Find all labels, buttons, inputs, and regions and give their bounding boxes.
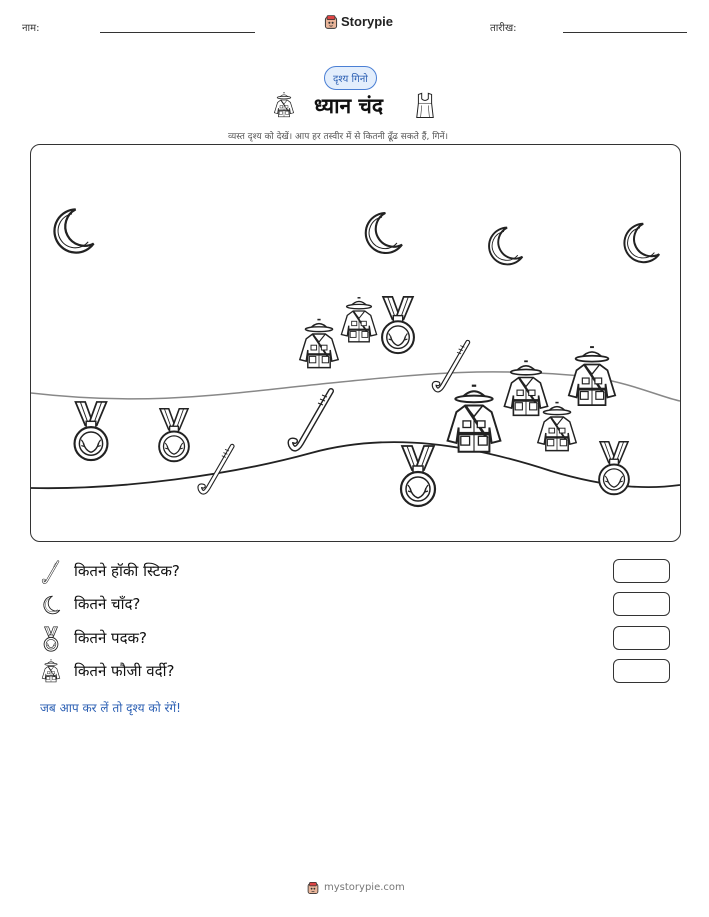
brand-name: Storypie <box>341 14 394 29</box>
hockey-stick-icon <box>291 391 332 449</box>
moon-icon <box>624 224 659 262</box>
scene-illustration <box>31 145 680 541</box>
military-uniform-icon <box>569 347 615 405</box>
answer-box-moons[interactable] <box>613 592 670 616</box>
medal-icon <box>599 442 629 495</box>
date-label: तारीख: <box>490 23 517 34</box>
moon-icon <box>54 209 93 252</box>
military-uniform-icon <box>40 659 62 685</box>
question-row-moons <box>40 591 670 619</box>
question-text: कितने पदक? <box>74 629 148 647</box>
question-row-uniforms <box>40 658 670 686</box>
military-uniform-icon <box>504 361 547 415</box>
medal-icon <box>159 409 189 462</box>
foreground-hill-line <box>31 442 680 488</box>
footer <box>306 880 416 898</box>
storypie-logo-icon <box>306 881 320 895</box>
footer-site[interactable]: mystorypie.com <box>324 882 405 893</box>
military-uniform-icon <box>538 403 576 451</box>
hockey-stick-icon <box>40 560 62 586</box>
medal-icon <box>401 446 435 506</box>
medal-icon <box>42 626 60 652</box>
moon-icon <box>40 593 62 617</box>
question-text: कितने फौजी वर्दी? <box>74 662 175 680</box>
question-text: कितने हॉकी स्टिक? <box>74 562 180 580</box>
storypie-logo-icon <box>323 14 339 30</box>
moon-icon <box>489 228 522 265</box>
question-text: कितने चाँद? <box>74 595 141 613</box>
medal-icon <box>382 297 414 353</box>
military-uniform-icon <box>300 320 338 368</box>
name-field-line[interactable] <box>100 32 255 33</box>
brand-logo <box>323 13 413 35</box>
military-uniform-icon <box>448 386 501 452</box>
coloring-note: जब आप कर लें तो दृश्य को रंगें! <box>40 701 181 715</box>
answer-box-hockey-sticks[interactable] <box>613 559 670 583</box>
instructions: व्यस्त दृश्य को देखें। आप हर तस्वीर में से कितनी ढूँढ सकते हैं, गिनें। <box>228 132 449 142</box>
hockey-stick-icon <box>200 446 232 492</box>
activity-badge: दृश्य गिनो <box>324 66 377 90</box>
answer-box-uniforms[interactable] <box>613 659 670 683</box>
military-uniform-icon <box>341 298 376 342</box>
scene-frame <box>30 144 681 542</box>
medal-icon <box>75 402 108 460</box>
question-row-medals <box>40 625 670 653</box>
sports-vest-icon <box>414 92 436 120</box>
page-title: ध्यान चंद <box>314 94 383 118</box>
moon-icon <box>366 213 402 253</box>
name-label: नाम: <box>22 23 40 34</box>
date-field-line[interactable] <box>563 32 687 33</box>
hockey-stick-icon <box>434 342 468 390</box>
question-row-hockey-sticks <box>40 558 670 586</box>
answer-box-medals[interactable] <box>613 626 670 650</box>
military-uniform-icon <box>272 92 296 120</box>
